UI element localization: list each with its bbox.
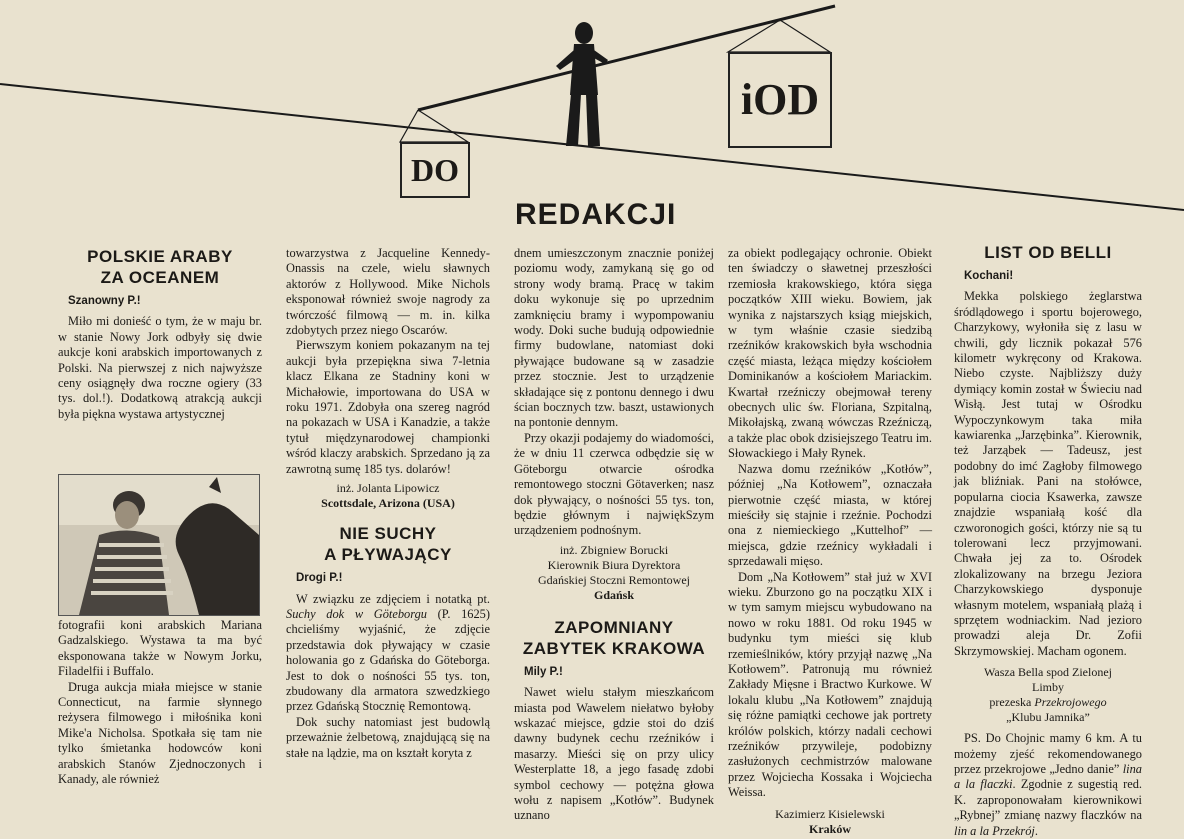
- article2-paragraph: Dok suchy natomiast jest budowlą przeważnie żelbetową, znajdującą się na stałe na lądzie, ma on kształt koryta z: [286, 714, 490, 760]
- article3-title-line2: ZABYTEK KRAKOWA: [522, 638, 706, 658]
- right-box-string: [728, 20, 830, 52]
- tightrope-walker-figure: [556, 22, 608, 146]
- article3-paragraph: Nawet wielu stałym mieszkańcom miasta pod Wawelem niełatwo byłoby wskazać miejsce, gdzie stoi do dziś dawny budynek cechu rzeźników i masarzy. Mieści się on przy ulicy Westerplatte 18, a jego fasadę zdobi symbol cechowy — potężna głowa wołu z napisem „Kotłów”. Budynek uznano: [514, 685, 714, 823]
- article1-title: [58, 246, 262, 288]
- article1-signature: inż. Jolanta Lipowicz: [336, 481, 440, 496]
- horse-photo-image: [59, 475, 259, 615]
- column-1: [58, 246, 262, 422]
- article2-title-line2: A PŁYWAJĄCY: [324, 545, 452, 565]
- article1-place: Scottsdale, Arizona (USA): [321, 496, 455, 511]
- do-sign: DO: [400, 142, 470, 198]
- article1-title-line1: POLSKIE ARABY: [87, 247, 233, 266]
- article2-italic-title: Suchy dok w Göteborgu: [286, 606, 427, 621]
- article4-ps-text: PS. Do Chojnic mamy 6 km. A tu możemy zjeść rekomendowanego przez przekrojowe „Jedno danie”: [954, 731, 1142, 776]
- column-3: [514, 246, 714, 824]
- article2-paragraph: [286, 592, 490, 715]
- article2-signature-org: Gdańskiej Stoczni Remontowej: [538, 572, 690, 587]
- article1-paragraph: towarzystwa z Jacqueline Kennedy-Onassis na czele, wielu sławnych aktorów z Hollywood. Mike Nichols eksponował również swoje nagrody za twórczość filmową — m. in. kilka zdobytych przez niego Oscarów.: [286, 246, 490, 338]
- article2-paragraph: dnem umieszczonym znacznie poniżej poziomu wody, zamykaną się go od strony wody bramą. Pracę w takim doku wykonuje się po uprzednim zamknięciu bramy i wypompowaniu wody. Doki suche budują odpowiednie firmy budowlane, natomiast doki pływające budowane są w zasadzie przez stocznie. Jest to urządzenie składające się z pontonu dennego i dwu ścian bocznych tzw. baszt, ustawionych na pontonie dennym.: [514, 246, 714, 430]
- article4-ps-text: .: [1034, 823, 1038, 838]
- column-5: [954, 242, 1142, 839]
- article4-signature-club: „Klubu Jamnika”: [1006, 710, 1090, 725]
- article4-ps-italic: lin a la Przekrój: [954, 823, 1035, 838]
- article3-paragraph: Nazwa domu rzeźników „Kotłów”, później „Na Kotłowem”, oznaczała pierwotnie część miasta, w której mieściły się stajnie i rzeźnie. Pochodzi ona z niemieckiego „Kuttelhof” — miejsca, gdzie rzeźnicy wykładali i sprzedawali mięso.: [728, 461, 932, 569]
- article2-text: (P. 1625) chcieliśmy wyjaśnić, że zdjęcie przedstawia dok pływający w czasie holowania go z Gdańska do Göteborga. Jest to dok o nośności 55 tys. ton, zbudowany dla armatora szwedzkiego przez Gdańską Stocznię Remontową.: [286, 606, 490, 714]
- article4-postscript: [954, 731, 1142, 839]
- article1-salutation: Szanowny P.!: [68, 295, 141, 307]
- column-4: [728, 246, 932, 837]
- article3-paragraph: za obiekt podlegający ochronie. Obiekt ten świadczy o sławetnej przeszłości rzemiosła krakowskiego, która sięga początków XIII wieku. Bowiem, jak wynika z najstarszych ksiąg miejskich, w tym właśnie czasie siedzibą rzeźników krakowskich była wschodnia część miasta, leżąca między kościołem Dominikanów a kościołem Mariackim. Kwartał rzeźniczy obejmował tereny obecnych ulic św. Floriana, Szpitalną, Mikołajską, zwaną wówczas Rzeźniczą, a także plac obok dzisiejszego Teatru im. Słowackiego i Mały Rynek.: [728, 246, 932, 461]
- article2-signature-role: Kierownik Biura Dyrektora: [547, 557, 681, 572]
- article2-paragraph: Przy okazji podajemy do wiadomości, że w dniu 11 czerwca odbędzie się w Göteborgu otwarcie ośrodka remontowego stoczni Götaverken; nasz dok pływający, o nośności 55 tys. ton, będzie głównym i najwiękSzym urządzeniem podnośnym.: [514, 430, 714, 538]
- article1-paragraph: Druga aukcja miała miejsce w stanie Connecticut, na farmie słynnego reżysera filmowego i miłośnika koni Mike'a Nicholsa. Spotkała się tam nie tylko śmietanka hodowców koni arabskich Stanów Zjednoczonych i Kanady, ale również: [58, 679, 262, 787]
- article4-signature-role: [954, 695, 1142, 710]
- column-2: [286, 246, 490, 761]
- article1-paragraph: Miło mi donieść o tym, że w maju br. w stanie Nowy Jork odbyły się dwie aukcje koni arabskich importowanych z Polski. Na pierwszej z nich najwyższe ceny osiągnęły dwa roczne ogiery (33 tys. dol.!). Dodatkową atrakcją aukcji była piękna wystawa artystycznej: [58, 314, 262, 421]
- article4-salutation: Kochani!: [964, 270, 1014, 282]
- article2-place: Gdańsk: [593, 587, 635, 602]
- article4-title: LIST OD BELLI: [984, 243, 1112, 262]
- article2-title-line1: NIE SUCHY: [339, 524, 437, 544]
- column-1-lower: [58, 618, 262, 787]
- article3-signature: Kazimierz Kisielewski: [775, 806, 885, 821]
- article3-place: Kraków: [809, 821, 851, 836]
- article4-signature-line: Limby: [1032, 680, 1064, 695]
- article3-paragraph: Dom „Na Kotłowem” stał już w XVI wieku. Zburzono go na początku XIX i w tym samym miejscu wybudowano na nowo w roku 1881. Od roku 1945 w budynku tym mieści się klub rzemieślników, który przyjął nazwę „Na Kotłowem”. Patronują mu również Zakłady Mięsne i Bractwo Kurkowe. W lokalu klubu „Na Kotłowem” znajdują się różne pamiątki cechowe jak portrety królów polskich, którzy nadali cechowi rzeźników przywileje, podobizny zasłużonych cechmistrzów malowane przez Wojciecha Kossaka i Wojciecha Weissa.: [728, 569, 932, 800]
- article4-signature: Wasza Bella spod Zielonej: [984, 665, 1112, 680]
- article4-signature-text: prezeska: [989, 695, 1035, 710]
- article1-title-line2: ZA OCEANEM: [100, 268, 220, 287]
- article2-signature: inż. Zbigniew Borucki: [559, 542, 669, 557]
- article2-salutation: Drogi P.!: [296, 572, 343, 585]
- horse-photo: [58, 474, 260, 616]
- article2-title: [286, 523, 490, 565]
- article1-paragraph: fotografii koni arabskich Mariana Gadzalskiego. Wystawa ta ma być eksponowana także w Nowym Jorku, Filadelfii i Buffalo.: [58, 618, 262, 679]
- left-box-string: [400, 110, 468, 142]
- page-title: REDAKCJI: [515, 198, 677, 231]
- article2-text: W związku ze zdjęciem i notatką pt.: [296, 591, 490, 606]
- article4-ps-italic: lina a la flaczki: [954, 761, 1142, 792]
- article4-ps-text: . Zgodnie z sugestią red. K. zaproponowałam kierownikowi „Rybnej” zmianę nazwy flaczków na: [954, 777, 1142, 823]
- article3-title: [514, 617, 714, 659]
- article1-paragraph: Pierwszym koniem pokazanym na tej aukcji była przepiękna siwa 7-letnia klacz Elkana ze Stadniny koni w Michałowie, importowana do USA w roku 1971. Zdobyła ona szereg nagród na pokazach w USA i Kanadzie, a także tytuł międzynarodowej championki wśród klaczy arabskich. Sprzedano ją za zawrotną sumę 185 tys. dolarów!: [286, 338, 490, 476]
- article3-title-line1: ZAPOMNIANY: [554, 617, 674, 637]
- article3-salutation: Mily P.!: [524, 665, 563, 678]
- od-sign: iOD: [728, 52, 832, 148]
- article4-paragraph: Mekka polskiego żeglarstwa śródlądowego i sportu bojerowego, Charzykowy, wyłoniła się z lasu w chwili, gdy licznik pokazał 576 kilometr wykręcony od Krakowa. Niebo czyste. Najbliższy duży dymiący komin został w Świeciu nad Wisłą. Jest tutaj w Ośrodku Wypoczynkowym taka miła kawiarenka „Jarzębinka”. Kierownik, też Jarząbek — Tadeusz, jest podobny do imć Zagłoby filmowego jak bliźniak. Pani na stołówce, popularna ciocia Ksawerka, zawsze znajdzie wspaniałą kość dla czworonogich gości, którzy nie są tu tolerowani lecz przyjmowani. Chwała jej za to. Ośrodek zlokalizowany na brzegu Jeziora Charzykowskiego dysponuje własnym motelem, wspaniałą plażą i sprzętem wodniackim. Nad jezioro prowadzi aleja Dr. Zofii Skrzymowskiej. Macham ogonem.: [954, 289, 1142, 658]
- article4-signature-italic: Przekrojowego: [1034, 695, 1107, 710]
